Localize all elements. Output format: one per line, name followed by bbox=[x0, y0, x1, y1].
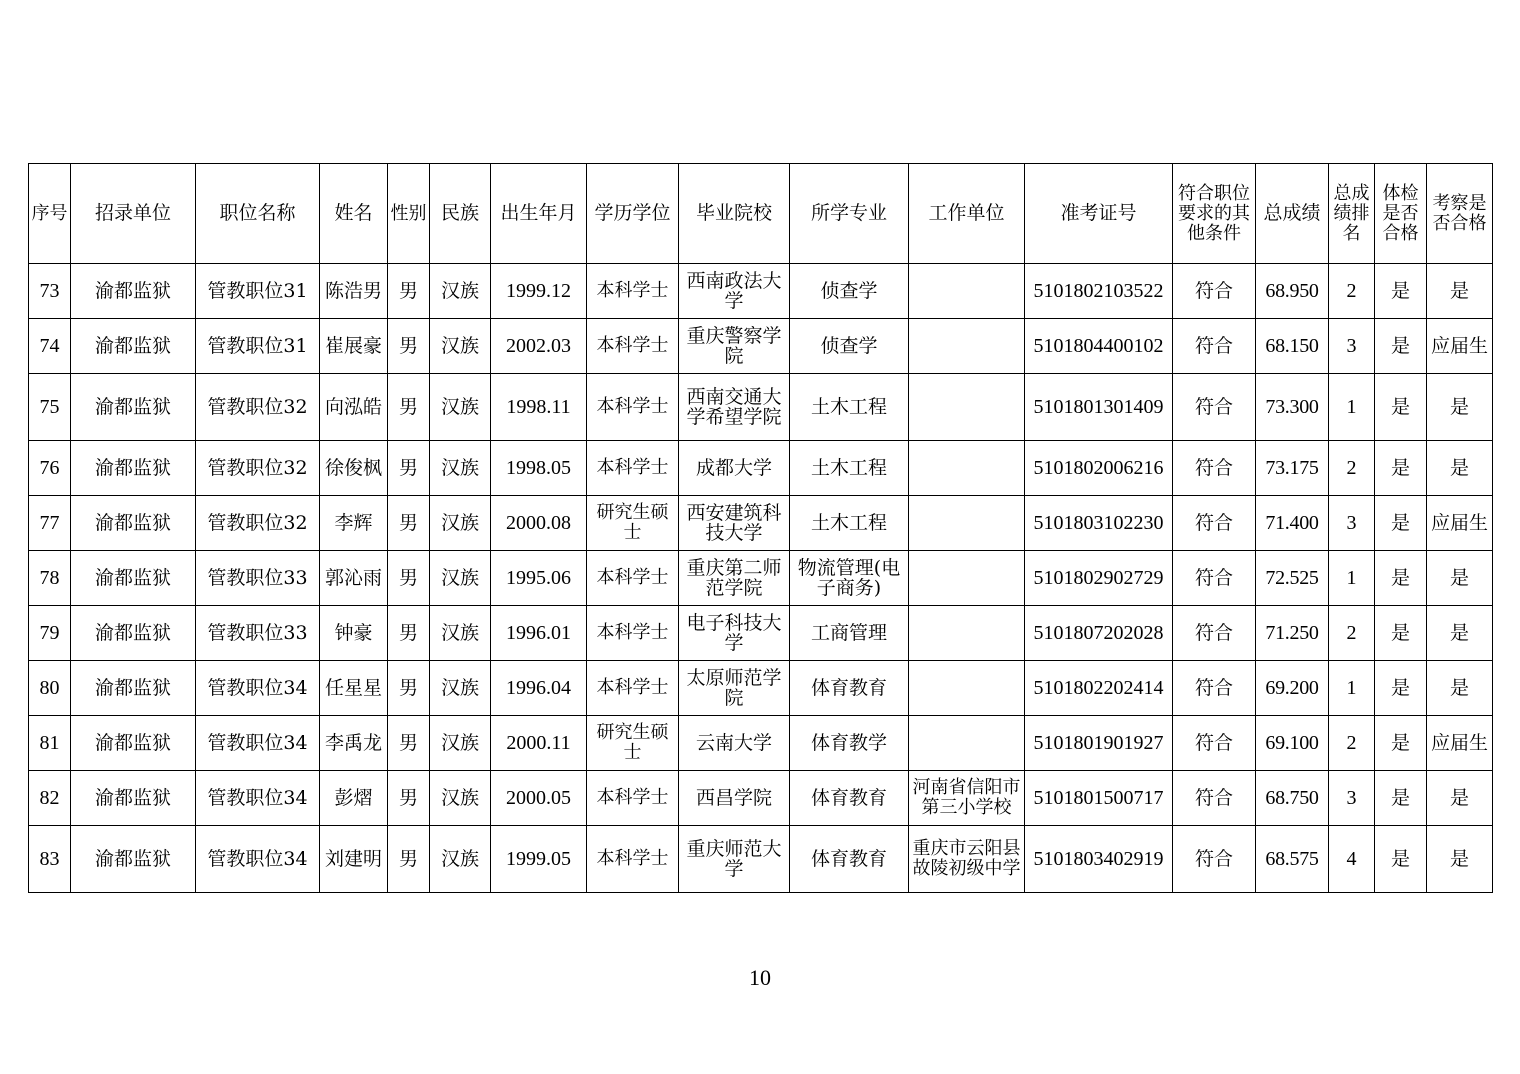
table-row bbox=[29, 496, 1493, 551]
medical-exam-cell: 是 bbox=[1375, 496, 1427, 551]
serial-number-cell: 74 bbox=[29, 319, 71, 374]
score-rank-cell: 1 bbox=[1329, 374, 1375, 441]
ethnicity-cell: 汉族 bbox=[430, 374, 491, 441]
major-cell: 土木工程 bbox=[790, 374, 909, 441]
inspection-cell: 是 bbox=[1427, 826, 1493, 893]
recruiting-unit-cell: 渝都监狱 bbox=[71, 606, 196, 661]
requirements-cell: 符合 bbox=[1173, 606, 1256, 661]
header-cell: 工作单位 bbox=[909, 164, 1025, 264]
serial-number-cell: 76 bbox=[29, 441, 71, 496]
position-name-cell: 管教职位31 bbox=[196, 319, 320, 374]
inspection-cell: 应届生 bbox=[1427, 496, 1493, 551]
position-name-cell: 管教职位33 bbox=[196, 606, 320, 661]
score-rank-cell: 2 bbox=[1329, 606, 1375, 661]
total-score-cell: 73.300 bbox=[1256, 374, 1329, 441]
ethnicity-cell: 汉族 bbox=[430, 661, 491, 716]
degree-cell: 本科学士 bbox=[587, 661, 679, 716]
total-score-cell: 68.950 bbox=[1256, 264, 1329, 319]
score-rank-cell: 3 bbox=[1329, 771, 1375, 826]
header-cell: 民族 bbox=[430, 164, 491, 264]
score-rank-cell: 2 bbox=[1329, 264, 1375, 319]
candidate-table bbox=[28, 163, 1493, 893]
table-row bbox=[29, 606, 1493, 661]
header-cell: 体检是否合格 bbox=[1375, 164, 1427, 264]
total-score-cell: 68.150 bbox=[1256, 319, 1329, 374]
recruiting-unit-cell: 渝都监狱 bbox=[71, 496, 196, 551]
exam-ticket-cell: 5101801500717 bbox=[1025, 771, 1173, 826]
total-score-cell: 72.525 bbox=[1256, 551, 1329, 606]
requirements-cell: 符合 bbox=[1173, 264, 1256, 319]
candidate-name-cell: 任星星 bbox=[320, 661, 388, 716]
table-row bbox=[29, 374, 1493, 441]
total-score-cell: 68.750 bbox=[1256, 771, 1329, 826]
recruiting-unit-cell: 渝都监狱 bbox=[71, 716, 196, 771]
ethnicity-cell: 汉族 bbox=[430, 771, 491, 826]
school-cell: 西安建筑科技大学 bbox=[679, 496, 790, 551]
requirements-cell: 符合 bbox=[1173, 771, 1256, 826]
header-cell: 性别 bbox=[388, 164, 430, 264]
major-cell: 土木工程 bbox=[790, 496, 909, 551]
employer-cell bbox=[909, 319, 1025, 374]
header-cell: 姓名 bbox=[320, 164, 388, 264]
table-row bbox=[29, 441, 1493, 496]
position-name-cell: 管教职位34 bbox=[196, 771, 320, 826]
school-cell: 西南政法大学 bbox=[679, 264, 790, 319]
gender-cell: 男 bbox=[388, 319, 430, 374]
candidate-name-cell: 李辉 bbox=[320, 496, 388, 551]
birth-date-cell: 1999.05 bbox=[491, 826, 587, 893]
major-cell: 体育教育 bbox=[790, 771, 909, 826]
ethnicity-cell: 汉族 bbox=[430, 441, 491, 496]
employer-cell bbox=[909, 661, 1025, 716]
major-cell: 体育教育 bbox=[790, 826, 909, 893]
candidate-name-cell: 崔展豪 bbox=[320, 319, 388, 374]
exam-ticket-cell: 5101803102230 bbox=[1025, 496, 1173, 551]
recruiting-unit-cell: 渝都监狱 bbox=[71, 661, 196, 716]
recruiting-unit-cell: 渝都监狱 bbox=[71, 771, 196, 826]
medical-exam-cell: 是 bbox=[1375, 441, 1427, 496]
serial-number-cell: 75 bbox=[29, 374, 71, 441]
inspection-cell: 是 bbox=[1427, 441, 1493, 496]
recruiting-unit-cell: 渝都监狱 bbox=[71, 551, 196, 606]
employer-cell bbox=[909, 441, 1025, 496]
birth-date-cell: 2000.11 bbox=[491, 716, 587, 771]
medical-exam-cell: 是 bbox=[1375, 374, 1427, 441]
school-cell: 电子科技大学 bbox=[679, 606, 790, 661]
exam-ticket-cell: 5101807202028 bbox=[1025, 606, 1173, 661]
employer-cell: 河南省信阳市第三小学校 bbox=[909, 771, 1025, 826]
header-cell: 学历学位 bbox=[587, 164, 679, 264]
header-cell: 总成绩排名 bbox=[1329, 164, 1375, 264]
header-cell: 所学专业 bbox=[790, 164, 909, 264]
serial-number-cell: 80 bbox=[29, 661, 71, 716]
table-row bbox=[29, 661, 1493, 716]
header-row bbox=[29, 164, 1493, 264]
employer-cell bbox=[909, 716, 1025, 771]
serial-number-cell: 82 bbox=[29, 771, 71, 826]
position-name-cell: 管教职位32 bbox=[196, 496, 320, 551]
medical-exam-cell: 是 bbox=[1375, 319, 1427, 374]
degree-cell: 研究生硕士 bbox=[587, 716, 679, 771]
major-cell: 土木工程 bbox=[790, 441, 909, 496]
employer-cell bbox=[909, 264, 1025, 319]
recruiting-unit-cell: 渝都监狱 bbox=[71, 441, 196, 496]
position-name-cell: 管教职位32 bbox=[196, 441, 320, 496]
employer-cell bbox=[909, 374, 1025, 441]
requirements-cell: 符合 bbox=[1173, 319, 1256, 374]
school-cell: 西昌学院 bbox=[679, 771, 790, 826]
requirements-cell: 符合 bbox=[1173, 441, 1256, 496]
birth-date-cell: 2000.08 bbox=[491, 496, 587, 551]
ethnicity-cell: 汉族 bbox=[430, 716, 491, 771]
medical-exam-cell: 是 bbox=[1375, 264, 1427, 319]
degree-cell: 研究生硕士 bbox=[587, 496, 679, 551]
score-rank-cell: 3 bbox=[1329, 319, 1375, 374]
score-rank-cell: 2 bbox=[1329, 441, 1375, 496]
school-cell: 成都大学 bbox=[679, 441, 790, 496]
birth-date-cell: 1998.11 bbox=[491, 374, 587, 441]
table-row bbox=[29, 264, 1493, 319]
recruiting-unit-cell: 渝都监狱 bbox=[71, 319, 196, 374]
inspection-cell: 是 bbox=[1427, 661, 1493, 716]
employer-cell bbox=[909, 606, 1025, 661]
exam-ticket-cell: 5101801301409 bbox=[1025, 374, 1173, 441]
school-cell: 西南交通大学希望学院 bbox=[679, 374, 790, 441]
table-row bbox=[29, 771, 1493, 826]
header-cell: 序号 bbox=[29, 164, 71, 264]
birth-date-cell: 1996.04 bbox=[491, 661, 587, 716]
requirements-cell: 符合 bbox=[1173, 716, 1256, 771]
serial-number-cell: 77 bbox=[29, 496, 71, 551]
ethnicity-cell: 汉族 bbox=[430, 264, 491, 319]
position-name-cell: 管教职位32 bbox=[196, 374, 320, 441]
candidate-name-cell: 徐俊枫 bbox=[320, 441, 388, 496]
birth-date-cell: 1996.01 bbox=[491, 606, 587, 661]
exam-ticket-cell: 5101801901927 bbox=[1025, 716, 1173, 771]
position-name-cell: 管教职位34 bbox=[196, 716, 320, 771]
candidate-name-cell: 李禹龙 bbox=[320, 716, 388, 771]
inspection-cell: 是 bbox=[1427, 606, 1493, 661]
total-score-cell: 68.575 bbox=[1256, 826, 1329, 893]
requirements-cell: 符合 bbox=[1173, 374, 1256, 441]
major-cell: 体育教学 bbox=[790, 716, 909, 771]
recruiting-unit-cell: 渝都监狱 bbox=[71, 264, 196, 319]
requirements-cell: 符合 bbox=[1173, 496, 1256, 551]
recruiting-unit-cell: 渝都监狱 bbox=[71, 826, 196, 893]
degree-cell: 本科学士 bbox=[587, 264, 679, 319]
position-name-cell: 管教职位31 bbox=[196, 264, 320, 319]
score-rank-cell: 3 bbox=[1329, 496, 1375, 551]
header-cell: 符合职位要求的其他条件 bbox=[1173, 164, 1256, 264]
gender-cell: 男 bbox=[388, 264, 430, 319]
exam-ticket-cell: 5101802202414 bbox=[1025, 661, 1173, 716]
birth-date-cell: 1998.05 bbox=[491, 441, 587, 496]
score-rank-cell: 2 bbox=[1329, 716, 1375, 771]
degree-cell: 本科学士 bbox=[587, 606, 679, 661]
gender-cell: 男 bbox=[388, 374, 430, 441]
table-body bbox=[29, 264, 1493, 893]
header-cell: 考察是否合格 bbox=[1427, 164, 1493, 264]
major-cell: 侦查学 bbox=[790, 319, 909, 374]
position-name-cell: 管教职位33 bbox=[196, 551, 320, 606]
header-cell: 毕业院校 bbox=[679, 164, 790, 264]
school-cell: 太原师范学院 bbox=[679, 661, 790, 716]
header-cell: 准考证号 bbox=[1025, 164, 1173, 264]
serial-number-cell: 81 bbox=[29, 716, 71, 771]
birth-date-cell: 2002.03 bbox=[491, 319, 587, 374]
table-row bbox=[29, 716, 1493, 771]
gender-cell: 男 bbox=[388, 771, 430, 826]
gender-cell: 男 bbox=[388, 551, 430, 606]
birth-date-cell: 2000.05 bbox=[491, 771, 587, 826]
header-cell: 出生年月 bbox=[491, 164, 587, 264]
gender-cell: 男 bbox=[388, 826, 430, 893]
score-rank-cell: 1 bbox=[1329, 551, 1375, 606]
degree-cell: 本科学士 bbox=[587, 826, 679, 893]
position-name-cell: 管教职位34 bbox=[196, 826, 320, 893]
total-score-cell: 71.250 bbox=[1256, 606, 1329, 661]
total-score-cell: 69.100 bbox=[1256, 716, 1329, 771]
exam-ticket-cell: 5101804400102 bbox=[1025, 319, 1173, 374]
major-cell: 侦查学 bbox=[790, 264, 909, 319]
requirements-cell: 符合 bbox=[1173, 551, 1256, 606]
degree-cell: 本科学士 bbox=[587, 441, 679, 496]
degree-cell: 本科学士 bbox=[587, 551, 679, 606]
medical-exam-cell: 是 bbox=[1375, 661, 1427, 716]
gender-cell: 男 bbox=[388, 606, 430, 661]
table-row bbox=[29, 319, 1493, 374]
school-cell: 重庆警察学院 bbox=[679, 319, 790, 374]
major-cell: 体育教育 bbox=[790, 661, 909, 716]
ethnicity-cell: 汉族 bbox=[430, 606, 491, 661]
employer-cell bbox=[909, 496, 1025, 551]
ethnicity-cell: 汉族 bbox=[430, 826, 491, 893]
medical-exam-cell: 是 bbox=[1375, 826, 1427, 893]
major-cell: 物流管理(电子商务) bbox=[790, 551, 909, 606]
candidate-name-cell: 刘建明 bbox=[320, 826, 388, 893]
employer-cell bbox=[909, 551, 1025, 606]
total-score-cell: 73.175 bbox=[1256, 441, 1329, 496]
exam-ticket-cell: 5101802006216 bbox=[1025, 441, 1173, 496]
recruiting-unit-cell: 渝都监狱 bbox=[71, 374, 196, 441]
inspection-cell: 是 bbox=[1427, 264, 1493, 319]
inspection-cell: 应届生 bbox=[1427, 716, 1493, 771]
candidate-name-cell: 彭熠 bbox=[320, 771, 388, 826]
total-score-cell: 71.400 bbox=[1256, 496, 1329, 551]
candidate-name-cell: 向泓皓 bbox=[320, 374, 388, 441]
school-cell: 云南大学 bbox=[679, 716, 790, 771]
candidate-name-cell: 陈浩男 bbox=[320, 264, 388, 319]
inspection-cell: 是 bbox=[1427, 771, 1493, 826]
position-name-cell: 管教职位34 bbox=[196, 661, 320, 716]
candidate-name-cell: 郭沁雨 bbox=[320, 551, 388, 606]
header-cell: 招录单位 bbox=[71, 164, 196, 264]
major-cell: 工商管理 bbox=[790, 606, 909, 661]
birth-date-cell: 1995.06 bbox=[491, 551, 587, 606]
degree-cell: 本科学士 bbox=[587, 374, 679, 441]
page-number: 10 bbox=[749, 965, 771, 990]
serial-number-cell: 83 bbox=[29, 826, 71, 893]
ethnicity-cell: 汉族 bbox=[430, 496, 491, 551]
score-rank-cell: 1 bbox=[1329, 661, 1375, 716]
serial-number-cell: 73 bbox=[29, 264, 71, 319]
degree-cell: 本科学士 bbox=[587, 771, 679, 826]
school-cell: 重庆师范大学 bbox=[679, 826, 790, 893]
table-row bbox=[29, 551, 1493, 606]
ethnicity-cell: 汉族 bbox=[430, 319, 491, 374]
serial-number-cell: 78 bbox=[29, 551, 71, 606]
birth-date-cell: 1999.12 bbox=[491, 264, 587, 319]
score-rank-cell: 4 bbox=[1329, 826, 1375, 893]
gender-cell: 男 bbox=[388, 441, 430, 496]
school-cell: 重庆第二师范学院 bbox=[679, 551, 790, 606]
exam-ticket-cell: 5101803402919 bbox=[1025, 826, 1173, 893]
medical-exam-cell: 是 bbox=[1375, 551, 1427, 606]
gender-cell: 男 bbox=[388, 496, 430, 551]
exam-ticket-cell: 5101802902729 bbox=[1025, 551, 1173, 606]
requirements-cell: 符合 bbox=[1173, 826, 1256, 893]
ethnicity-cell: 汉族 bbox=[430, 551, 491, 606]
gender-cell: 男 bbox=[388, 661, 430, 716]
degree-cell: 本科学士 bbox=[587, 319, 679, 374]
candidate-name-cell: 钟豪 bbox=[320, 606, 388, 661]
total-score-cell: 69.200 bbox=[1256, 661, 1329, 716]
requirements-cell: 符合 bbox=[1173, 661, 1256, 716]
serial-number-cell: 79 bbox=[29, 606, 71, 661]
medical-exam-cell: 是 bbox=[1375, 716, 1427, 771]
header-cell: 职位名称 bbox=[196, 164, 320, 264]
exam-ticket-cell: 5101802103522 bbox=[1025, 264, 1173, 319]
header-cell: 总成绩 bbox=[1256, 164, 1329, 264]
employer-cell: 重庆市云阳县故陵初级中学 bbox=[909, 826, 1025, 893]
medical-exam-cell: 是 bbox=[1375, 771, 1427, 826]
inspection-cell: 是 bbox=[1427, 374, 1493, 441]
inspection-cell: 应届生 bbox=[1427, 319, 1493, 374]
gender-cell: 男 bbox=[388, 716, 430, 771]
inspection-cell: 是 bbox=[1427, 551, 1493, 606]
table-row bbox=[29, 826, 1493, 893]
medical-exam-cell: 是 bbox=[1375, 606, 1427, 661]
